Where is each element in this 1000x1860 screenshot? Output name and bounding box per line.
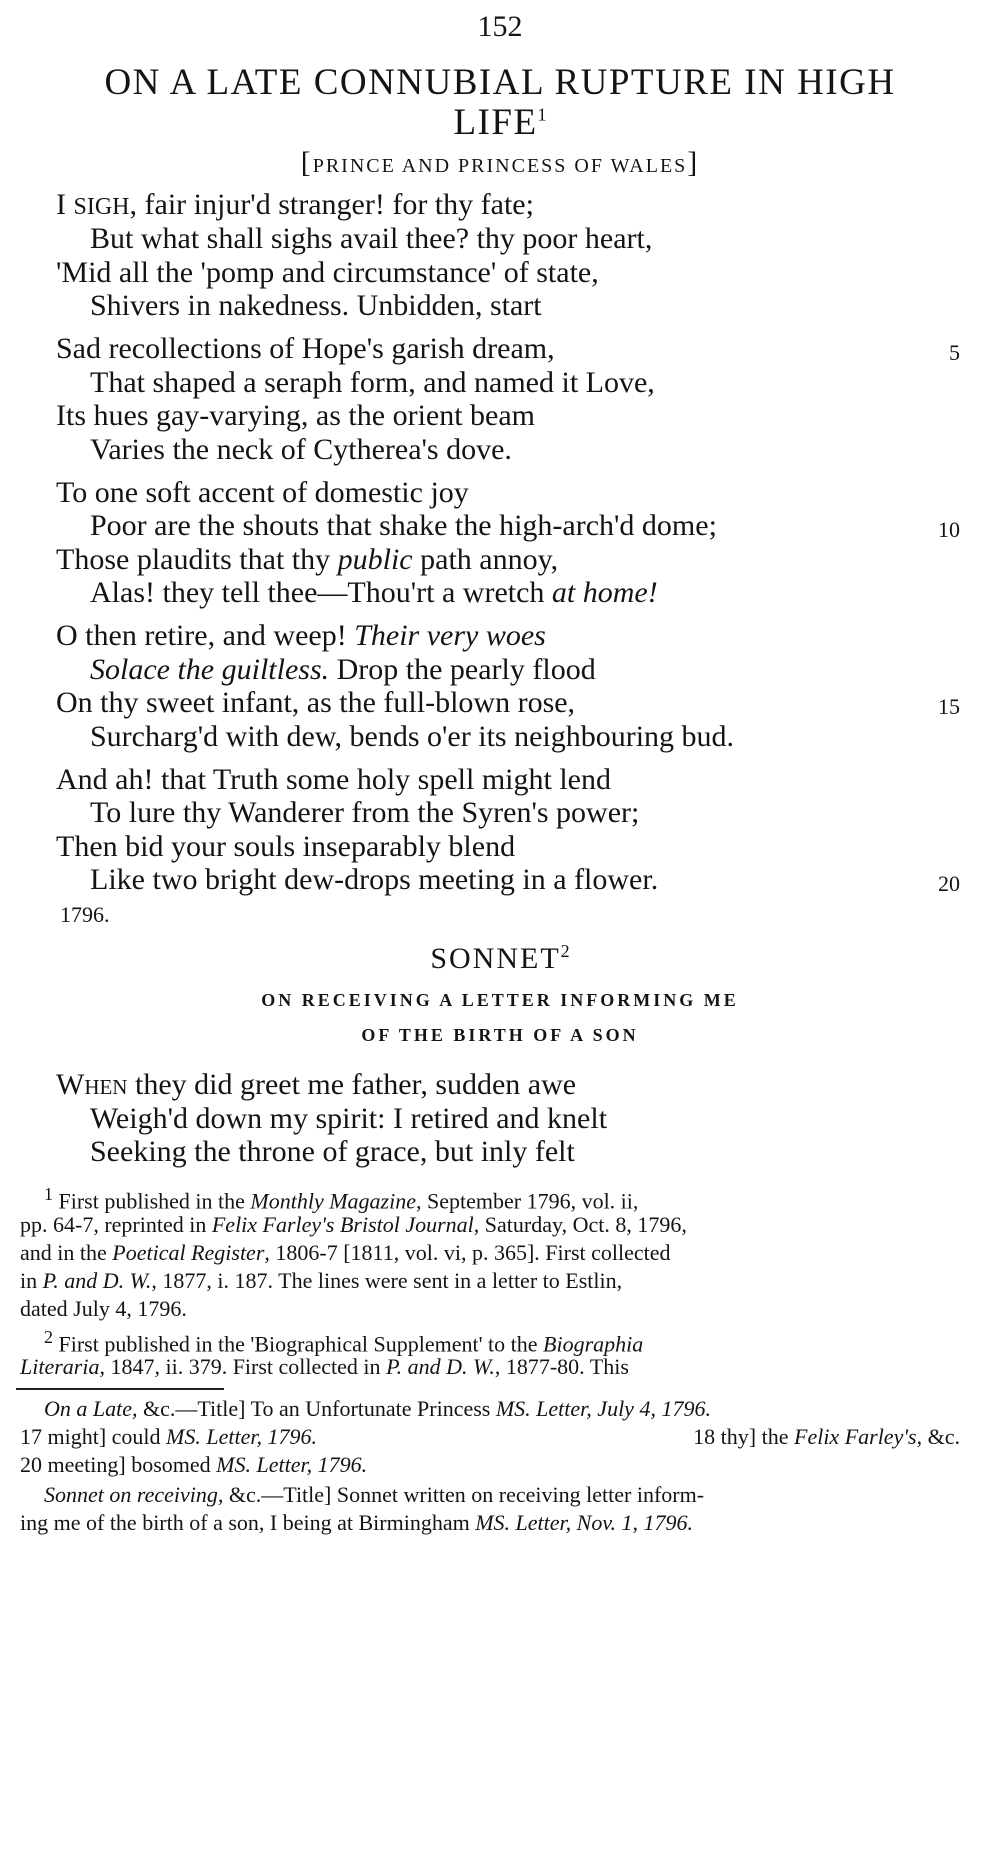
v6-italic: MS. Letter, Nov. 1, 1796.	[475, 1510, 693, 1535]
v4-a: 20 meeting] bosomed	[20, 1452, 217, 1477]
footnote-2-line-2	[20, 1356, 629, 1378]
page-number: 152	[477, 10, 523, 43]
footnote-1-line-2	[20, 1214, 687, 1236]
variant-line-4	[20, 1454, 367, 1476]
poem-line-11	[56, 545, 558, 575]
v3-a: 18 thy] the	[693, 1424, 794, 1449]
poem-line-10: Poor are the shouts that shake the high-arch'd dome;	[90, 509, 717, 542]
line-11-b: path annoy,	[412, 543, 559, 576]
poem-line-14	[90, 655, 596, 685]
v1-a: &c.—Title] To an Unfortunate Princess	[137, 1396, 496, 1421]
bracket-open: [	[300, 146, 313, 179]
line-12-a: Alas! they tell thee—Thou'rt a wretch	[90, 576, 552, 609]
poem-subtitle	[0, 146, 1000, 180]
line-1-rest: , fair injur'd stranger! for thy fate;	[129, 188, 534, 221]
fn2-l2-b: , 1847, ii. 379. First collected in	[99, 1354, 387, 1379]
line-number-15: 15	[938, 694, 960, 719]
line-13-a: O then retire, and weep!	[56, 619, 355, 652]
poem-line-5: Sad recollections of Hope's garish dream,	[56, 332, 555, 365]
poem-line-9: To one soft accent of domestic joy	[56, 476, 469, 509]
v5-italic: Sonnet on receiving,	[44, 1482, 224, 1507]
line-12-italic: at home!	[551, 576, 658, 609]
subtitle-text: PRINCE AND PRINCESS OF WALES	[312, 155, 688, 177]
poem-line-15: On thy sweet infant, as the full-blown rose,	[56, 686, 576, 719]
footnote-1-mark: 1	[44, 1184, 53, 1204]
sonnet-line-1-rest: they did greet me father, sudden awe	[127, 1068, 577, 1101]
fn1-l2-a: pp. 64-7, reprinted in	[20, 1212, 212, 1237]
line-1-smallcaps: SIGH	[73, 194, 130, 220]
fn2-l2-italic-2: P. and D. W.	[386, 1354, 495, 1379]
fn1-l3-b: , 1806-7 [1811, vol. vi, p. 365]. First collected	[264, 1240, 671, 1265]
fn2-l1-italic: Biographia	[543, 1331, 644, 1357]
line-number-10: 10	[938, 517, 960, 542]
poem-date: 1796.	[60, 902, 110, 927]
poem-line-18: To lure thy Wanderer from the Syren's power;	[90, 796, 640, 829]
sonnet-line-1-smallcaps: When	[56, 1068, 128, 1101]
poem-line-7: Its hues gay-varying, as the orient beam	[56, 399, 536, 432]
poem-line-6: That shaped a seraph form, and named it Love,	[90, 366, 655, 399]
footnote-2-line-1	[44, 1328, 643, 1355]
fn1-l1-a: First published in the	[53, 1188, 251, 1214]
poem-line-2: But what shall sighs avail thee? thy poor heart,	[90, 222, 653, 255]
poem-line-3: 'Mid all the 'pomp and circumstance' of state,	[56, 256, 599, 289]
v1-italic-2: MS. Letter, July 4, 1796.	[495, 1396, 711, 1421]
poem-line-19: Then bid your souls inseparably blend	[56, 830, 516, 863]
bracket-close: ]	[687, 146, 700, 179]
fn1-l2-italic: Felix Farley's Bristol Journal	[211, 1212, 474, 1237]
footnote-1-line-1	[44, 1185, 638, 1212]
fn2-l2-italic: Literaria	[20, 1354, 100, 1379]
sonnet-title	[0, 942, 1000, 974]
poem-title-line-2	[40, 104, 960, 141]
sonnet-subtitle-2: OF THE BIRTH OF A SON	[361, 1025, 639, 1045]
variant-line-3	[693, 1426, 960, 1448]
variant-line-6	[20, 1512, 693, 1534]
line-13-italic: Their very woes	[354, 619, 546, 652]
v2-a: 17 might] could	[20, 1424, 167, 1449]
line-14-italic: Solace the guiltless.	[90, 653, 330, 686]
footnote-ref-2: 2	[560, 941, 570, 961]
v6-a: ing me of the birth of a son, I being at Birmingham	[20, 1510, 476, 1535]
v5-a: &c.—Title] Sonnet written on receiving letter inform-	[223, 1482, 705, 1507]
variant-line-1	[44, 1398, 711, 1420]
poem-line-8: Varies the neck of Cytherea's dove.	[90, 433, 512, 466]
poem-line-4: Shivers in nakedness. Unbidden, start	[90, 289, 542, 322]
v4-italic: MS. Letter, 1796.	[216, 1452, 368, 1477]
fn1-l2-b: , Saturday, Oct. 8, 1796,	[473, 1212, 687, 1237]
line-11-a: Those plaudits that thy	[56, 543, 338, 576]
fn1-l1-b: , September 1796, vol. ii,	[415, 1188, 639, 1214]
v3-italic: Felix Farley's	[794, 1424, 917, 1449]
fn1-l4-italic: P. and D. W.	[42, 1268, 152, 1293]
poem-line-13	[56, 621, 546, 651]
line-11-italic: public	[337, 543, 413, 576]
footnote-divider	[16, 1388, 224, 1390]
line-1-initial: I	[56, 188, 66, 221]
line-14-b: Drop the pearly flood	[329, 653, 596, 686]
sonnet-line-2: Weigh'd down my spirit: I retired and knelt	[90, 1102, 608, 1135]
poem-line-1	[56, 190, 534, 220]
poem-title-line-1: ON A LATE CONNUBIAL RUPTURE IN HIGH	[104, 62, 896, 103]
sonnet-subtitle-1: ON RECEIVING A LETTER INFORMING ME	[261, 990, 739, 1010]
footnote-1-line-5: dated July 4, 1796.	[20, 1296, 187, 1321]
footnote-1-line-3	[20, 1242, 671, 1264]
sonnet-title-text: SONNET	[430, 942, 561, 975]
footnote-1-line-4	[20, 1270, 622, 1292]
fn1-l1-italic: Monthly Magazine	[250, 1188, 416, 1214]
poem-title-life: LIFE	[453, 102, 538, 143]
poem-line-12	[90, 578, 658, 608]
fn1-l4-b: , 1877, i. 187. The lines were sent in a letter to Estlin,	[151, 1268, 623, 1293]
v2-italic: MS. Letter, 1796.	[166, 1424, 317, 1449]
fn1-l4-a: in	[20, 1268, 43, 1293]
line-number-5: 5	[949, 340, 960, 365]
variant-line-2	[20, 1426, 317, 1448]
v1-italic: On a Late,	[44, 1396, 138, 1421]
line-number-20: 20	[938, 871, 960, 896]
sonnet-line-3: Seeking the throne of grace, but inly felt	[90, 1135, 575, 1168]
fn1-l3-a: and in the	[20, 1240, 113, 1265]
sonnet-line-1	[56, 1070, 576, 1100]
fn2-l1-a: First published in the 'Biographical Supplement' to the	[53, 1331, 544, 1357]
variant-line-5	[44, 1484, 704, 1506]
fn1-l3-italic: Poetical Register	[112, 1240, 265, 1265]
footnote-ref-1: 1	[537, 104, 547, 125]
poem-line-20: Like two bright dew-drops meeting in a flower.	[90, 863, 659, 896]
fn2-l2-c: , 1877-80. This	[494, 1354, 629, 1379]
v3-b: , &c.	[916, 1424, 960, 1449]
poem-line-16: Surcharg'd with dew, bends o'er its neighbouring bud.	[90, 720, 735, 753]
footnote-2-mark: 2	[44, 1327, 53, 1347]
poem-line-17: And ah! that Truth some holy spell might lend	[56, 763, 611, 796]
